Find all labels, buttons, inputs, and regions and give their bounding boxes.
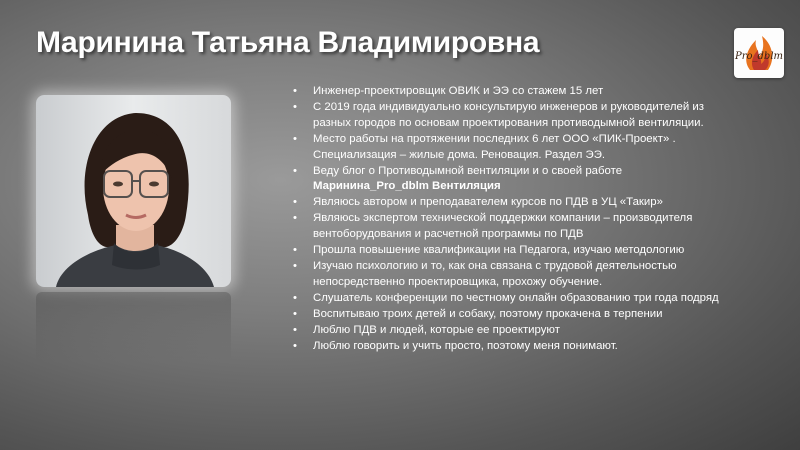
bio-list xyxy=(293,84,723,354)
list-item: • Слушатель конференции по честному онлайн образованию три года подряд xyxy=(293,291,723,307)
photo-reflection xyxy=(36,292,231,362)
pro-dblm-logo xyxy=(734,28,784,78)
slide-title: Маринина Татьяна Владимировна xyxy=(36,26,540,59)
list-item: • Место работы на протяжении последних 6 лет ООО «ПИК-Проект» . Специализация – жилые дома. Реновация. Раздел ЭЭ. xyxy=(293,132,676,161)
bullet-icon: • xyxy=(293,244,297,257)
profile-photo xyxy=(36,95,231,287)
blog-name: Маринина_Pro_dblm Вентиляция xyxy=(313,180,501,193)
list-item: • Воспитываю троих детей и собаку, поэтому прокачена в терпении xyxy=(293,307,723,323)
bullet-icon: • xyxy=(293,100,297,113)
list-item: • Люблю ПДВ и людей, которые ее проектируют xyxy=(293,323,723,339)
bullet-icon: • xyxy=(293,196,297,209)
list-item: • Изучаю психологию и то, как она связана с трудовой деятельностью непосредственно проектировщика, прохожу обучение. xyxy=(293,259,677,288)
list-item: • С 2019 года индивидуально консультирую инженеров и руководителей из разных городов по основам проектирования противодымной вентиляции. xyxy=(293,100,704,129)
bullet-icon: • xyxy=(293,339,297,352)
bullet-icon: • xyxy=(293,212,297,225)
bullet-icon: • xyxy=(293,291,297,304)
logo-text: Pro_dblm xyxy=(734,51,784,62)
logo-flame-icon xyxy=(734,28,784,78)
bullet-icon: • xyxy=(293,132,297,145)
bullet-icon: • xyxy=(293,259,297,272)
bullet-icon: • xyxy=(293,164,297,177)
list-item: • Инженер-проектировщик ОВИК и ЭЭ со стажем 15 лет xyxy=(293,84,723,100)
list-item: • Веду блог о Противодымной вентиляции и о своей работе Маринина_Pro_dblm Вентиляция xyxy=(293,164,623,193)
list-item: • Являюсь автором и преподавателем курсов по ПДВ в УЦ «Такир» xyxy=(293,195,723,211)
list-item: • Люблю говорить и учить просто, поэтому меня понимают. xyxy=(293,339,723,355)
bullet-icon: • xyxy=(293,323,297,336)
list-item: • Являюсь экспертом технической поддержки компании – производителя вентоборудования и расчетной программы по ПДВ xyxy=(293,212,693,241)
bullet-icon: • xyxy=(293,85,297,97)
bullet-icon: • xyxy=(293,307,297,320)
list-item: • Прошла повышение квалификации на Педагога, изучаю методологию xyxy=(293,243,723,259)
